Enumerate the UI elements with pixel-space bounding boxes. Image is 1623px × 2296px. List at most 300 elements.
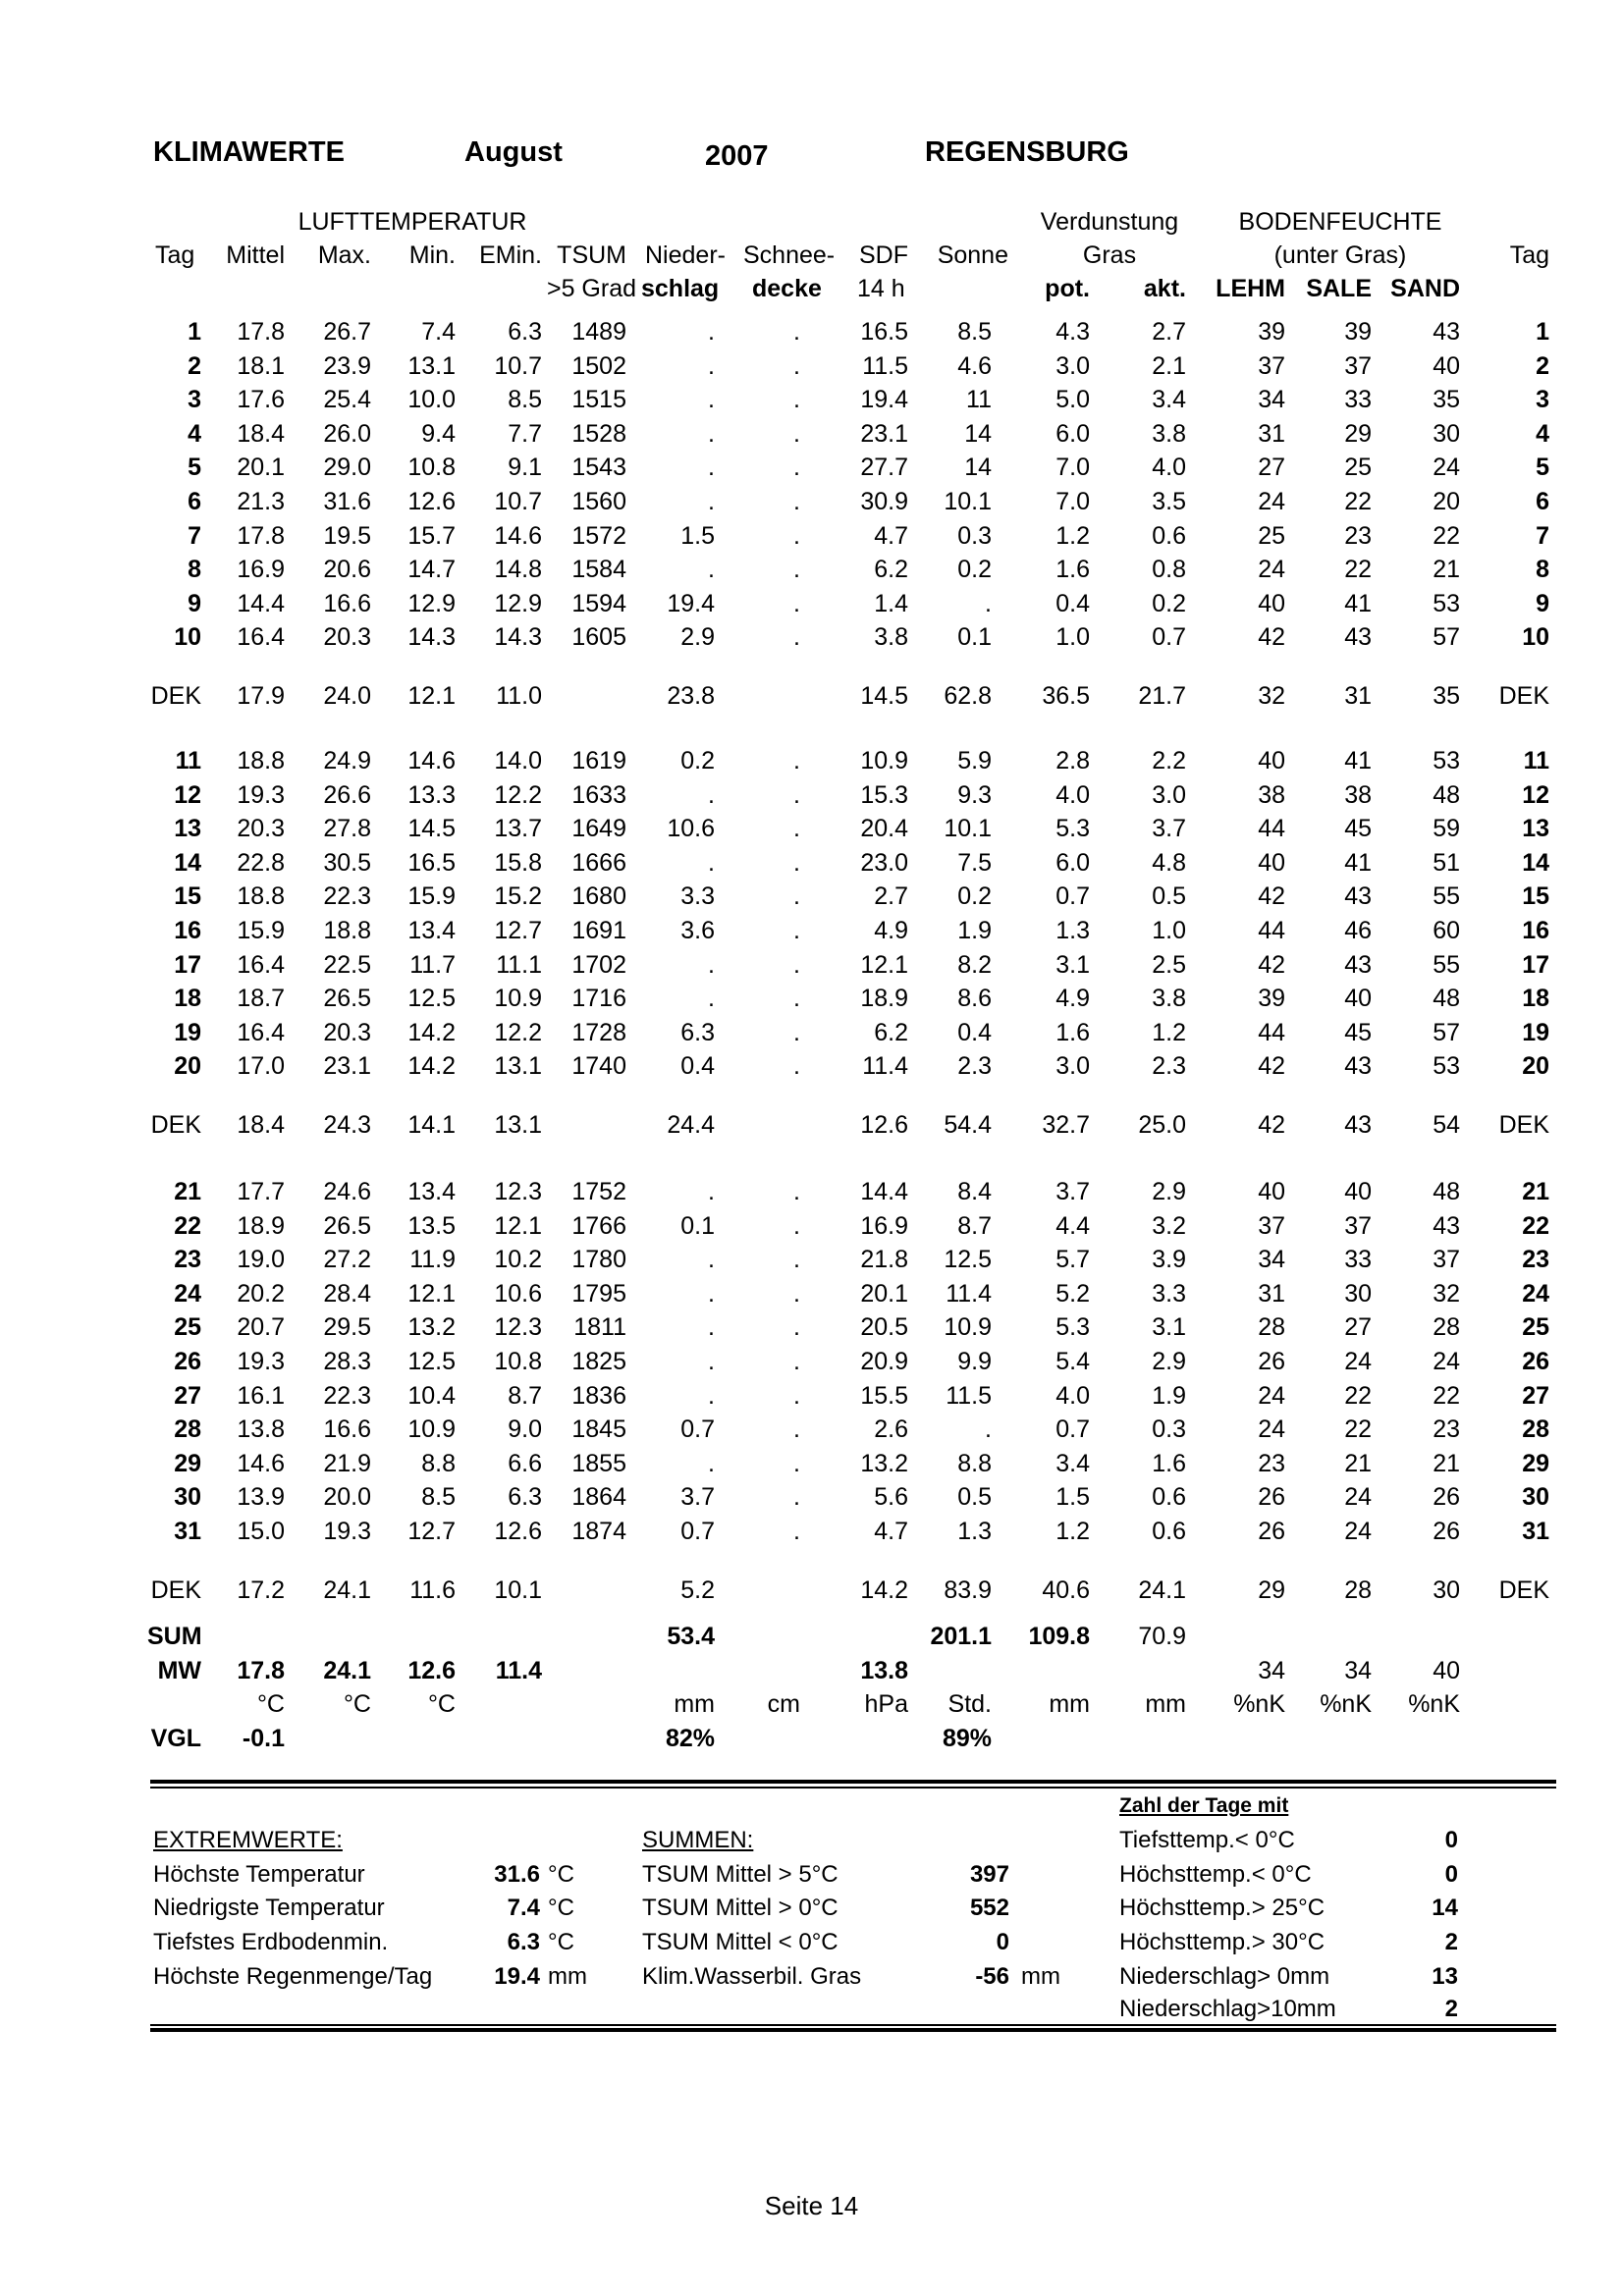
table-row-cell: 12.7: [494, 917, 542, 944]
table-row-cell: 14.2: [407, 1018, 456, 1046]
table-row-cell: 7.5: [957, 848, 992, 877]
table-row-cell: 1780: [571, 1246, 626, 1274]
table-row-cell: 15.5: [860, 1381, 908, 1410]
table-row-cell: 0.6: [1152, 1483, 1186, 1512]
table-row-cell: .: [708, 1313, 715, 1342]
table-row-cell: 31: [1258, 419, 1285, 448]
tage-value: 14: [1432, 1895, 1458, 1921]
table-row-cell: .: [708, 1246, 715, 1274]
table-row-cell: 15.7: [407, 521, 456, 550]
table-row-cell: 13.2: [860, 1449, 908, 1477]
table-row-cell: 1515: [571, 386, 626, 414]
table-row-cell: 22: [1344, 1415, 1372, 1444]
table-row-cell: 10.8: [494, 1348, 542, 1375]
table-row-cell: 8.7: [957, 1211, 992, 1240]
table-row-cell: 28.3: [323, 1348, 371, 1375]
table-row-cell: 0.5: [1152, 882, 1186, 911]
table-row-cell: 1.9: [1152, 1381, 1186, 1410]
table-row-cell: 14.2: [407, 1052, 456, 1081]
table-row-cell: 23: [174, 1246, 201, 1274]
summen-label: Klim.Wasserbil. Gras: [642, 1963, 862, 1990]
table-row-cell: 27: [1258, 454, 1285, 482]
group-lufttemperatur: LUFTTEMPERATUR: [298, 208, 527, 236]
extremwerte-value: 7.4: [507, 1895, 540, 1921]
mw-row-cell: 40: [1433, 1656, 1460, 1684]
summen-value: 0: [996, 1929, 1009, 1955]
table-row-cell: 1874: [571, 1518, 626, 1545]
table-row-cell: 2.2: [1152, 747, 1186, 774]
table-row-cell: 0.7: [680, 1518, 715, 1545]
table-row-cell: 5.7: [1055, 1246, 1090, 1274]
table-row-cell: 31: [1522, 1518, 1549, 1545]
table-row-cell: 12.1: [494, 1211, 542, 1240]
table-row-cell: 0.2: [957, 556, 992, 584]
table-row-cell: 6.3: [508, 1483, 542, 1512]
table-row-cell: 16.5: [407, 848, 456, 877]
units-row-cell: hPa: [864, 1690, 908, 1719]
table-row-cell: .: [985, 1415, 992, 1444]
table-row-cell: 42: [1258, 950, 1285, 979]
dek-row-cell: 83.9: [944, 1575, 992, 1604]
table-row-cell: 26.0: [323, 419, 371, 448]
table-row-cell: 38: [1344, 780, 1372, 809]
table-row-cell: 42: [1258, 623, 1285, 652]
table-row-cell: 0.5: [957, 1483, 992, 1512]
dek-row-cell: 54: [1433, 1111, 1460, 1139]
table-row-cell: 20.0: [323, 1483, 371, 1512]
tage-value: 13: [1432, 1963, 1458, 1990]
table-row-cell: 31.6: [323, 488, 371, 515]
table-row-cell: 8.5: [957, 318, 992, 346]
table-row-cell: 1.0: [1055, 623, 1090, 652]
table-row-cell: 1.5: [1055, 1483, 1090, 1512]
table-row-cell: 27.7: [860, 454, 908, 482]
table-row-cell: 25: [174, 1313, 201, 1342]
mw-row-cell: 12.6: [407, 1656, 456, 1684]
table-row-cell: 39: [1258, 318, 1285, 346]
table-row-cell: 3.8: [1152, 985, 1186, 1013]
extremwerte-label: Höchste Regenmenge/Tag: [153, 1963, 433, 1990]
table-row-cell: .: [793, 882, 800, 911]
table-row-cell: 10.7: [494, 488, 542, 515]
table-row-cell: 0.7: [1152, 623, 1186, 652]
table-row-cell: 30: [174, 1483, 201, 1512]
table-row-cell: 6.2: [874, 556, 908, 584]
table-row-cell: 1.5: [680, 521, 715, 550]
table-row-cell: 16.6: [323, 1415, 371, 1444]
table-row-cell: 24: [1344, 1518, 1372, 1545]
dek-row-cell: DEK: [1498, 1575, 1549, 1604]
extremwerte-unit: °C: [548, 1895, 574, 1921]
tage-label: Höchsttemp.< 0°C: [1119, 1861, 1312, 1888]
col-decke: decke: [752, 275, 822, 302]
table-row-cell: 0.2: [1152, 589, 1186, 617]
tage-label: Höchsttemp.> 30°C: [1119, 1929, 1325, 1955]
table-row-cell: 9: [188, 589, 201, 617]
table-row-cell: .: [708, 1381, 715, 1410]
col-tag-left: Tag: [155, 241, 195, 269]
table-row-cell: 15.9: [407, 882, 456, 911]
table-row-cell: 12: [1522, 780, 1549, 809]
table-row-cell: 46: [1344, 917, 1372, 944]
table-row-cell: .: [793, 454, 800, 482]
table-row-cell: 17.0: [237, 1052, 285, 1081]
summen-value: 397: [969, 1861, 1009, 1888]
sum-row-cell: 109.8: [1028, 1623, 1090, 1650]
vgl-row-cell: VGL: [150, 1724, 201, 1752]
table-row-cell: 7.7: [508, 419, 542, 448]
dek-row-cell: 29: [1258, 1575, 1285, 1604]
col-14h: 14 h: [857, 275, 905, 302]
mw-row-cell: 34: [1344, 1656, 1372, 1684]
table-row-cell: 12.6: [407, 488, 456, 515]
table-row-cell: 20.1: [237, 454, 285, 482]
table-row-cell: .: [793, 1313, 800, 1342]
table-row-cell: 33: [1344, 386, 1372, 414]
extremwerte-unit: mm: [548, 1963, 587, 1990]
table-row-cell: 11.4: [946, 1279, 992, 1308]
table-row-cell: 12.3: [494, 1313, 542, 1342]
table-row-cell: 20.6: [323, 556, 371, 584]
table-row-cell: 21.8: [860, 1246, 908, 1274]
table-row-cell: 12.9: [407, 589, 456, 617]
table-row-cell: 44: [1258, 815, 1285, 843]
units-row-cell: °C: [343, 1690, 371, 1719]
table-row-cell: 3: [188, 386, 201, 414]
table-row-cell: .: [985, 589, 992, 617]
dek-row-cell: 12.1: [407, 682, 456, 710]
table-row-cell: 7.0: [1055, 454, 1090, 482]
table-row-cell: 22: [1344, 556, 1372, 584]
table-row-cell: .: [793, 917, 800, 944]
table-row-cell: 8.5: [421, 1483, 456, 1512]
table-row-cell: 14: [964, 454, 992, 482]
table-row-cell: 16.6: [323, 589, 371, 617]
table-row-cell: 2.5: [1152, 950, 1186, 979]
table-row-cell: 1.9: [957, 917, 992, 944]
table-row-cell: 5: [1536, 454, 1549, 482]
tage-label: Höchsttemp.> 25°C: [1119, 1895, 1325, 1921]
table-row-cell: 3: [1536, 386, 1549, 414]
table-row-cell: 10.0: [407, 386, 456, 414]
table-row-cell: 15.2: [494, 882, 542, 911]
table-row-cell: 30.5: [323, 848, 371, 877]
table-row-cell: 3.7: [1055, 1178, 1090, 1205]
table-row-cell: .: [793, 1415, 800, 1444]
units-row-cell: °C: [256, 1690, 285, 1719]
table-row-cell: 18.7: [237, 985, 285, 1013]
units-row-cell: %nK: [1408, 1690, 1460, 1719]
extremwerte-label: Niedrigste Temperatur: [153, 1895, 385, 1921]
table-row-cell: 24: [1258, 1415, 1285, 1444]
table-row-cell: .: [708, 1178, 715, 1205]
table-row-cell: 21: [1433, 556, 1460, 584]
table-row-cell: 14: [964, 419, 992, 448]
table-row-cell: 0.1: [957, 623, 992, 652]
table-row-cell: 18: [174, 985, 201, 1013]
summen-unit: mm: [1021, 1963, 1060, 1990]
table-row-cell: .: [793, 589, 800, 617]
table-row-cell: 1795: [571, 1279, 626, 1308]
table-row-cell: 43: [1344, 623, 1372, 652]
table-row-cell: 37: [1344, 1211, 1372, 1240]
sum-row-cell: 70.9: [1138, 1623, 1186, 1650]
table-row-cell: 10.4: [407, 1381, 456, 1410]
table-row-cell: 2.9: [1152, 1348, 1186, 1375]
table-row-cell: 3.8: [1152, 419, 1186, 448]
sum-row-cell: 201.1: [930, 1623, 992, 1650]
table-row-cell: 27: [1344, 1313, 1372, 1342]
table-row-cell: 20.4: [860, 815, 908, 843]
table-row-cell: 29: [1522, 1449, 1549, 1477]
dek-row-cell: 14.5: [860, 682, 908, 710]
mw-row-cell: MW: [157, 1656, 201, 1684]
table-row-cell: 16.4: [237, 1018, 285, 1046]
table-row-cell: 17.6: [237, 386, 285, 414]
table-row-cell: 10.6: [494, 1279, 542, 1308]
dek-row-cell: 24.3: [323, 1111, 371, 1139]
table-row-cell: 18.8: [323, 917, 371, 944]
table-row-cell: 1584: [571, 556, 626, 584]
dek-row-cell: 62.8: [944, 682, 992, 710]
table-row-cell: 1605: [571, 623, 626, 652]
col-sonne: Sonne: [937, 241, 1008, 269]
sum-row-cell: 53.4: [667, 1623, 715, 1650]
table-row-cell: 22: [174, 1211, 201, 1240]
units-row-cell: mm: [674, 1690, 715, 1719]
table-row-cell: 43: [1344, 950, 1372, 979]
table-row-cell: 8.6: [957, 985, 992, 1013]
table-row-cell: 3.3: [680, 882, 715, 911]
table-row-cell: 20.3: [323, 623, 371, 652]
units-row-cell: °C: [427, 1690, 456, 1719]
mw-row-cell: 13.8: [860, 1656, 908, 1684]
units-row-cell: mm: [1145, 1690, 1186, 1719]
table-row-cell: 26: [174, 1348, 201, 1375]
table-row-cell: 4.8: [1152, 848, 1186, 877]
table-row-cell: 1528: [571, 419, 626, 448]
table-row-cell: .: [793, 1246, 800, 1274]
table-row-cell: .: [793, 950, 800, 979]
table-row-cell: .: [793, 985, 800, 1013]
table-row-cell: 10: [174, 623, 201, 652]
units-row-cell: mm: [1049, 1690, 1090, 1719]
dek-row-cell: 14.2: [860, 1575, 908, 1604]
extremwerte-value: 31.6: [494, 1861, 540, 1888]
table-row-cell: 15: [174, 882, 201, 911]
table-row-cell: 1855: [571, 1449, 626, 1477]
table-row-cell: 38: [1258, 780, 1285, 809]
table-row-cell: 12.5: [407, 985, 456, 1013]
table-row-cell: 7: [188, 521, 201, 550]
col-tag-right: Tag: [1509, 241, 1549, 269]
col-unter-gras: (unter Gras): [1273, 241, 1407, 269]
table-row-cell: 4.7: [874, 1518, 908, 1545]
table-row-cell: 18.8: [237, 882, 285, 911]
units-row-cell: %nK: [1320, 1690, 1372, 1719]
table-row-cell: 12.5: [944, 1246, 992, 1274]
table-row-cell: 7.4: [421, 318, 456, 346]
page-number: Seite 14: [764, 2191, 859, 2220]
tage-label: Niederschlag>10mm: [1119, 1996, 1336, 2022]
dek-row-cell: 30: [1433, 1575, 1460, 1604]
rule-top-thick: [150, 1780, 1556, 1784]
dek-row-cell: 54.4: [944, 1111, 992, 1139]
table-row-cell: 3.0: [1055, 1052, 1090, 1081]
table-row-cell: 3.1: [1055, 950, 1090, 979]
table-row-cell: 13.4: [407, 917, 456, 944]
table-row-cell: 14: [174, 848, 201, 877]
table-row-cell: 12.1: [860, 950, 908, 979]
table-row-cell: 0.7: [680, 1415, 715, 1444]
table-row-cell: 6.0: [1055, 419, 1090, 448]
table-row-cell: 30: [1522, 1483, 1549, 1512]
table-row-cell: .: [793, 747, 800, 774]
dek-row-cell: 42: [1258, 1111, 1285, 1139]
table-row-cell: 13.3: [407, 780, 456, 809]
table-row-cell: .: [793, 318, 800, 346]
table-row-cell: .: [708, 386, 715, 414]
tage-label: Tiefsttemp.< 0°C: [1119, 1827, 1295, 1853]
col-grad: >5 Grad: [546, 275, 636, 302]
table-row-cell: 35: [1433, 386, 1460, 414]
table-row-cell: 43: [1433, 1211, 1460, 1240]
table-row-cell: 1.6: [1055, 556, 1090, 584]
col-gras: Gras: [1082, 241, 1137, 269]
table-row-cell: 14.4: [237, 589, 285, 617]
table-row-cell: 44: [1258, 917, 1285, 944]
table-row-cell: 16.1: [237, 1381, 285, 1410]
table-row-cell: 6.3: [508, 318, 542, 346]
table-row-cell: 1752: [571, 1178, 626, 1205]
table-row-cell: .: [793, 1018, 800, 1046]
table-row-cell: 20.9: [860, 1348, 908, 1375]
rule-bottom-thick: [150, 2028, 1556, 2032]
extremwerte-label: Höchste Temperatur: [153, 1861, 365, 1888]
table-row-cell: 23: [1433, 1415, 1460, 1444]
table-row-cell: 26.7: [323, 318, 371, 346]
dek-row-cell: DEK: [1498, 1111, 1549, 1139]
col-schnee: Schnee-: [743, 241, 836, 269]
tage-label: Niederschlag> 0mm: [1119, 1963, 1330, 1990]
table-row-cell: 41: [1344, 747, 1372, 774]
table-row-cell: 8.5: [508, 386, 542, 414]
table-row-cell: 1766: [571, 1211, 626, 1240]
table-row-cell: .: [708, 488, 715, 515]
table-row-cell: 3.4: [1152, 386, 1186, 414]
table-row-cell: 12: [174, 780, 201, 809]
table-row-cell: 9.0: [508, 1415, 542, 1444]
table-row-cell: 8.8: [421, 1449, 456, 1477]
table-row-cell: 10.8: [407, 454, 456, 482]
table-row-cell: 10.9: [494, 985, 542, 1013]
table-row-cell: 22.3: [323, 1381, 371, 1410]
table-row-cell: 1633: [571, 780, 626, 809]
table-row-cell: 26: [1433, 1483, 1460, 1512]
table-row-cell: 4: [1536, 419, 1549, 448]
table-row-cell: 12.2: [494, 780, 542, 809]
table-row-cell: 8.8: [957, 1449, 992, 1477]
col-tsum: TSUM: [557, 241, 626, 269]
col-min: Min.: [408, 241, 456, 269]
table-row-cell: 13.9: [237, 1483, 285, 1512]
dek-row-cell: 31: [1344, 682, 1372, 710]
table-row-cell: 26: [1258, 1483, 1285, 1512]
table-row-cell: 3.3: [1152, 1279, 1186, 1308]
table-row-cell: 2.3: [1152, 1052, 1186, 1081]
table-row-cell: 14.3: [494, 623, 542, 652]
table-row-cell: 27: [174, 1381, 201, 1410]
table-row-cell: 55: [1433, 882, 1460, 911]
table-row-cell: 34: [1258, 386, 1285, 414]
table-row-cell: 6.2: [874, 1018, 908, 1046]
table-row-cell: 3.6: [680, 917, 715, 944]
table-row-cell: 24: [1344, 1348, 1372, 1375]
table-row-cell: 22.3: [323, 882, 371, 911]
dek-row-cell: 24.0: [323, 682, 371, 710]
table-row-cell: 2.7: [1152, 318, 1186, 346]
table-row-cell: 1825: [571, 1348, 626, 1375]
dek-row-cell: 32.7: [1042, 1111, 1090, 1139]
table-row-cell: 12.1: [407, 1279, 456, 1308]
table-row-cell: 1.3: [957, 1518, 992, 1545]
table-row-cell: 3.0: [1152, 780, 1186, 809]
dek-row-cell: 35: [1433, 682, 1460, 710]
table-row-cell: 6: [188, 488, 201, 515]
table-row-cell: 40: [1433, 351, 1460, 380]
table-row-cell: 40: [1258, 589, 1285, 617]
table-row-cell: 1.4: [874, 589, 908, 617]
table-row-cell: 30: [1433, 419, 1460, 448]
table-row-cell: 11.5: [862, 351, 908, 380]
table-row-cell: 57: [1433, 623, 1460, 652]
dek-row-cell: 21.7: [1138, 682, 1186, 710]
table-row-cell: .: [793, 1348, 800, 1375]
dek-row-cell: 5.2: [680, 1575, 715, 1604]
table-row-cell: .: [708, 556, 715, 584]
table-row-cell: 14.5: [407, 815, 456, 843]
table-row-cell: 19.3: [237, 1348, 285, 1375]
table-row-cell: .: [708, 454, 715, 482]
extremwerte-value: 19.4: [494, 1963, 540, 1990]
table-row-cell: 53: [1433, 1052, 1460, 1081]
table-row-cell: 8.7: [508, 1381, 542, 1410]
table-row-cell: 9: [1536, 589, 1549, 617]
table-row-cell: 23.1: [860, 419, 908, 448]
table-row-cell: 37: [1258, 1211, 1285, 1240]
table-row-cell: 10.9: [944, 1313, 992, 1342]
table-row-cell: 26: [1522, 1348, 1549, 1375]
table-row-cell: 25: [1522, 1313, 1549, 1342]
table-row-cell: 51: [1433, 848, 1460, 877]
table-row-cell: 34: [1258, 1246, 1285, 1274]
table-row-cell: 8.2: [957, 950, 992, 979]
table-row-cell: 10.9: [407, 1415, 456, 1444]
table-row-cell: 19.4: [860, 386, 908, 414]
table-row-cell: 0.3: [957, 521, 992, 550]
table-row-cell: 20: [1433, 488, 1460, 515]
table-row-cell: 4.0: [1055, 1381, 1090, 1410]
table-row-cell: 25.4: [323, 386, 371, 414]
table-row-cell: 24: [1344, 1483, 1372, 1512]
tage-value: 2: [1444, 1929, 1458, 1955]
table-row-cell: 19.5: [323, 521, 371, 550]
table-row-cell: .: [793, 623, 800, 652]
mw-row-cell: 24.1: [323, 1656, 371, 1684]
table-row-cell: 0.6: [1152, 521, 1186, 550]
group-verdunstung: Verdunstung: [1040, 208, 1179, 236]
table-row-cell: 23.9: [323, 351, 371, 380]
